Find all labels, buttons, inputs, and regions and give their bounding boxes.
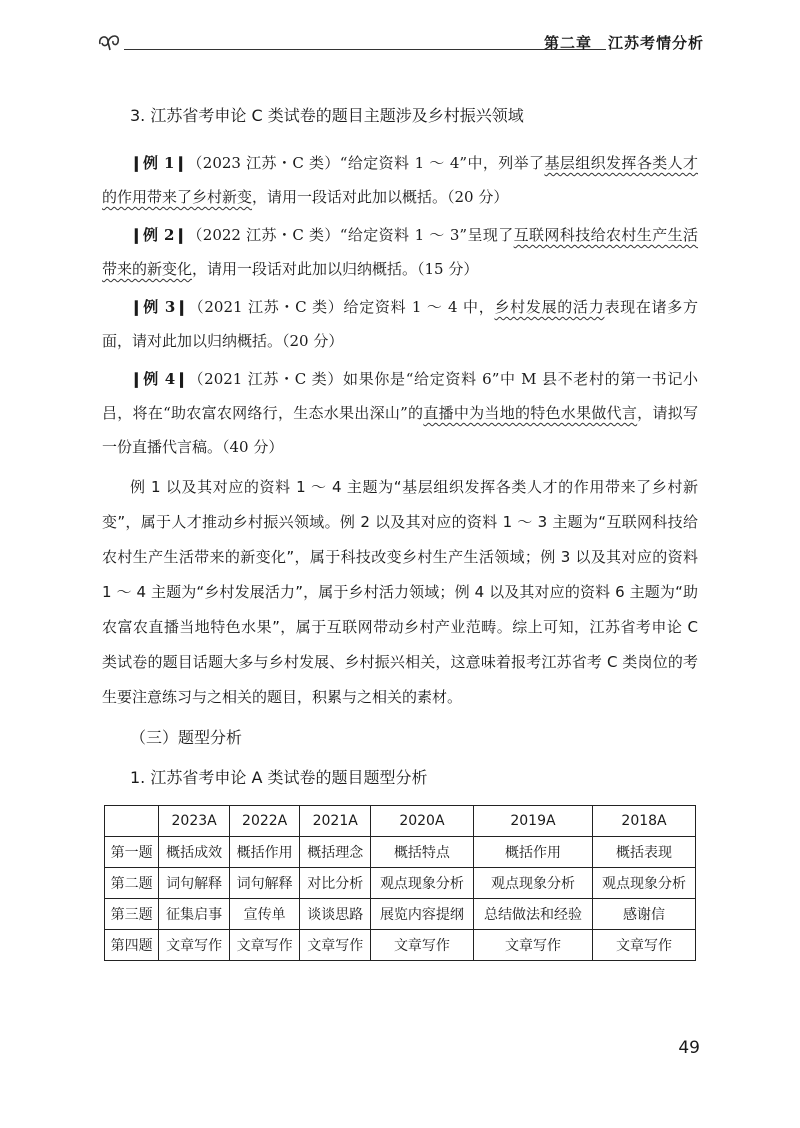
table-cell: 观点现象分析: [370, 868, 473, 899]
example-key-phrase: 互联网科技给农村生产生活带来的新变化: [102, 226, 699, 278]
table-cell: 文章写作: [370, 930, 473, 961]
table-cell: 第三题: [105, 899, 159, 930]
example-key-phrase: 直播中为当地的特色水果做代言: [423, 404, 638, 422]
example-text: （2021 江苏・C 类）如果你是“给定资料 6”中 M 县不老村的第一书记小吕，将在“助农富农网络行，生态水果出深山”的: [102, 370, 699, 422]
table-cell: 感谢信: [593, 899, 696, 930]
example-tag: ❙例 3❙: [130, 298, 188, 316]
table-header-cell: 2021A: [300, 806, 371, 837]
table-header-cell: 2018A: [593, 806, 696, 837]
table-row: [105, 837, 696, 868]
table-header-row: [105, 806, 696, 837]
table-cell: 词句解释: [159, 868, 230, 899]
table-header-cell: 2023A: [159, 806, 230, 837]
table-cell: 文章写作: [473, 930, 592, 961]
example-text-end: ，请拟写一份直播代言稿。（40 分）: [102, 404, 698, 456]
page-header: [96, 28, 704, 60]
example-key-phrase: 乡村发展的活力: [494, 298, 605, 316]
example-item: [102, 146, 698, 214]
table-row: [105, 899, 696, 930]
table-cell: 概括成效: [159, 837, 230, 868]
table-cell: 文章写作: [229, 930, 300, 961]
table-header-cell: 2019A: [473, 806, 592, 837]
example-item: [102, 290, 698, 358]
example-tag: ❙例 4❙: [130, 370, 188, 388]
table-cell: 文章写作: [300, 930, 371, 961]
table-cell: 谈谈思路: [300, 899, 371, 930]
question-type-table: [104, 805, 696, 961]
header-rule: [124, 49, 606, 50]
table-cell: 文章写作: [159, 930, 230, 961]
subsection-heading: （三）题型分析: [130, 728, 243, 747]
example-text-end: ，请用一段话对此加以归纳概括。（15 分）: [192, 260, 479, 278]
table-cell: 第二题: [105, 868, 159, 899]
table-header-cell: 2020A: [370, 806, 473, 837]
example-text: （2021 江苏・C 类）给定资料 1 ～ 4 中，: [187, 298, 495, 316]
example-text-end: ，请用一段话对此加以概括。（20 分）: [252, 188, 509, 206]
table-cell: 对比分析: [300, 868, 371, 899]
table-row: [105, 930, 696, 961]
table-cell: 展览内容提纲: [370, 899, 473, 930]
table-header-cell: 2022A: [229, 806, 300, 837]
table-cell: 概括表现: [593, 837, 696, 868]
table-cell: 观点现象分析: [473, 868, 592, 899]
table-cell: 概括作用: [473, 837, 592, 868]
table-cell: 宣传单: [229, 899, 300, 930]
example-text: （2023 江苏・C 类）“给定资料 1 ～ 4”中，列举了: [187, 154, 545, 172]
table-cell: 第四题: [105, 930, 159, 961]
example-key-phrase: 基层组织发挥各类人才的作用带来了乡村新变: [102, 154, 699, 206]
sprout-logo-icon: [96, 30, 126, 52]
example-item: [102, 362, 698, 464]
example-list: [102, 146, 698, 464]
example-text-end: 表现在诸多方面，请对此加以归纳概括。（20 分）: [102, 298, 698, 350]
analysis-paragraph: 例 1 以及其对应的资料 1 ～ 4 主题为“基层组织发挥各类人才的作用带来了乡村新变”，属于人才推动乡村振兴领域。例 2 以及其对应的资料 1 ～ 3 主题为“互联网科技给农村生产生活带来的新变化”，属于科技改变乡村生产生活领域；例 3 以及其对应的资料 1 ～ 4 主题为“乡村发展活力”，属于乡村活力领域；例 4 以及其对应的资料 6 主题为“助农富农直播当地特色水果”，属于互联网带动乡村产业范畴。综上可知，江苏省考申论 C 类试卷的题目话题大多与乡村发展、乡村振兴相关，这意味着报考江苏省考 C 类岗位的考生要注意练习与之相关的题目，积累与之相关的素材。: [102, 478, 698, 706]
section-title: 3. 江苏省考申论 C 类试卷的题目主题涉及乡村振兴领域: [130, 106, 524, 125]
table-row: [105, 868, 696, 899]
table-cell: 概括特点: [370, 837, 473, 868]
table-cell: 第一题: [105, 837, 159, 868]
page-number: 49: [678, 1038, 700, 1058]
table-cell: 征集启事: [159, 899, 230, 930]
example-text: （2022 江苏・C 类）“给定资料 1 ～ 3”呈现了: [187, 226, 514, 244]
table-cell: 观点现象分析: [593, 868, 696, 899]
table-header-cell: [105, 806, 159, 837]
example-tag: ❙例 1❙: [130, 154, 187, 172]
chapter-title: 第二章 江苏考情分析: [543, 34, 704, 52]
table-cell: 词句解释: [229, 868, 300, 899]
table-cell: 文章写作: [593, 930, 696, 961]
table-cell: 总结做法和经验: [473, 899, 592, 930]
table-cell: 概括理念: [300, 837, 371, 868]
page-content: [102, 104, 698, 961]
table-caption: 1. 江苏省考申论 A 类试卷的题目题型分析: [130, 768, 428, 787]
table-cell: 概括作用: [229, 837, 300, 868]
example-item: [102, 218, 698, 286]
example-tag: ❙例 2❙: [130, 226, 187, 244]
